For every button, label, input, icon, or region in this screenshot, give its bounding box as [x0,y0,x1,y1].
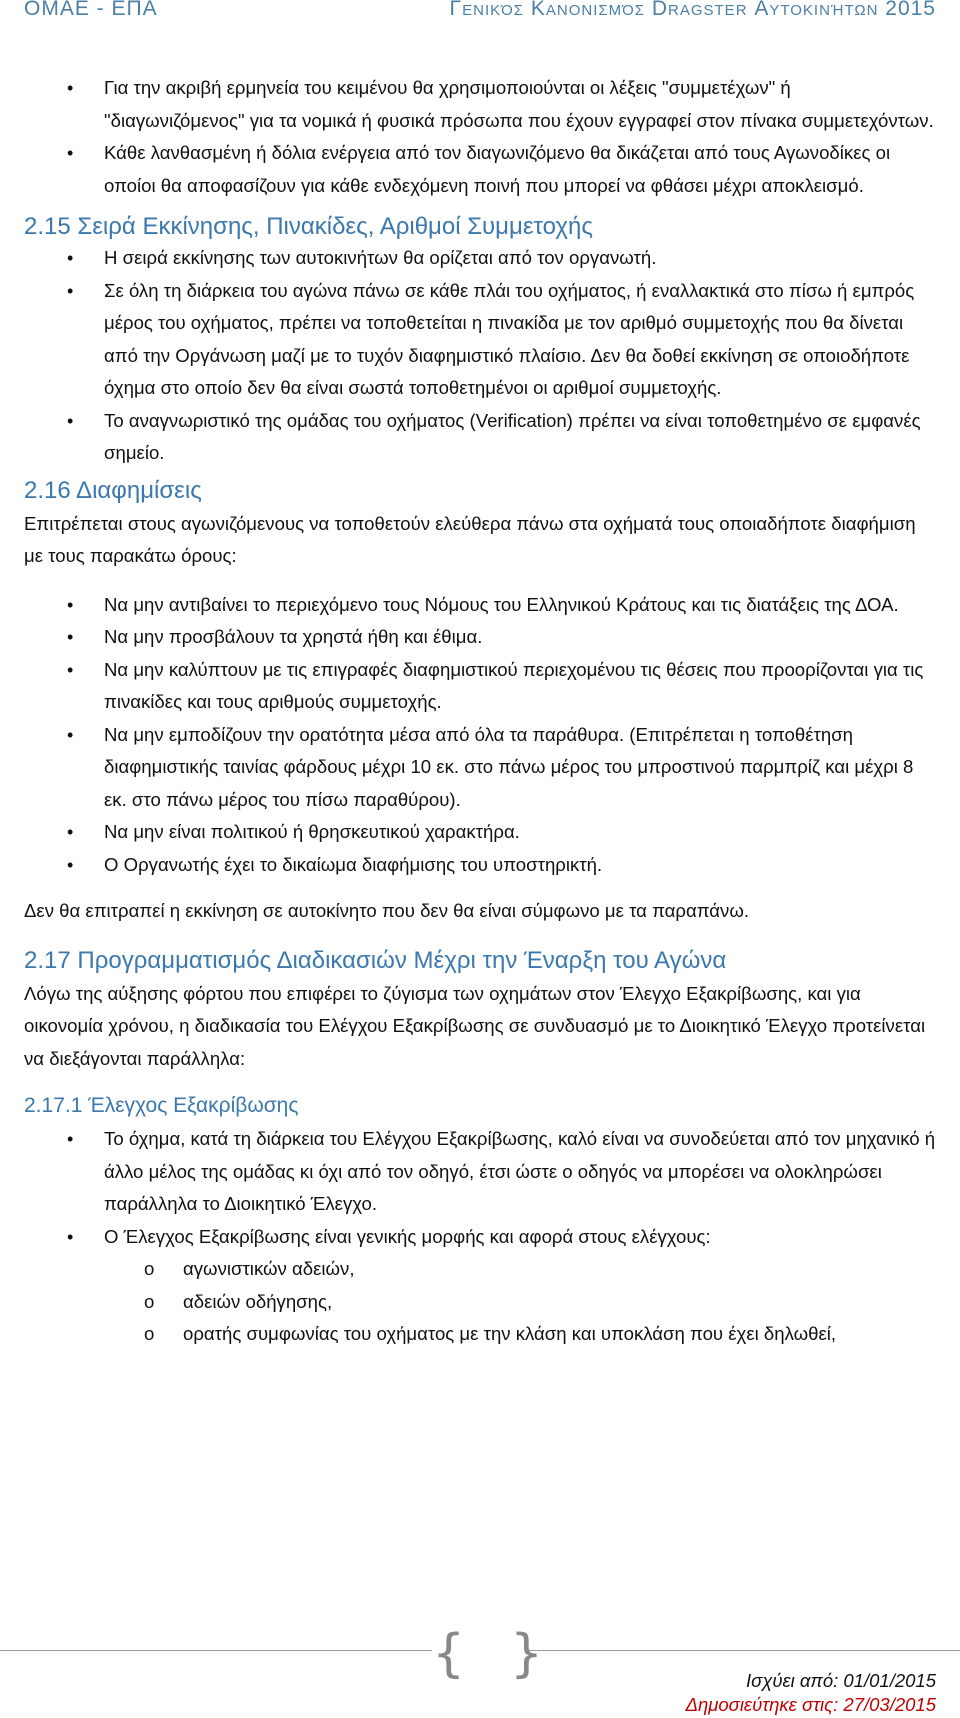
brace-left-icon: { [432,1624,466,1684]
bullet-icon: • [67,854,74,875]
list-item: • Το αναγνωριστικό της ομάδας του οχήματος (Verification) πρέπει να είναι τοποθετημένο σε εμφανές σημείο. [24,405,936,470]
bullet-icon: • [67,594,74,615]
section-heading-2-15: 2.15 Σειρά Εκκίνησης, Πινακίδες, Αριθμοί Συμμετοχής [24,213,593,240]
brace-right-icon: } [510,1624,544,1684]
bullet-icon: • [67,627,74,647]
sub-list-item: o αγωνιστικών αδειών, [24,1253,936,1286]
section-heading-2-17: 2.17 Προγραμματισμός Διαδικασιών Μέχρι την Έναρξη του Αγώνα [24,946,727,974]
bullet-icon: • [67,248,74,268]
section-2-16-intro: Επιτρέπεται στους αγωνιζόμενους να τοποθετούν ελεύθερα πάνω στα οχήματά τους οποιαδήποτε διαφήμιση με τους παρακάτω όρους: [24,512,916,566]
sub-list-item: o αδειών οδήγησης, [24,1286,936,1319]
list-item: • Ο Οργανωτής έχει το δικαίωμα διαφήμισης του υποστηρικτή. [24,849,936,882]
bullet-icon: • [67,1129,74,1149]
document-body [24,72,936,1351]
sub-bullet-icon: o [144,1258,155,1279]
bullet-icon: • [67,78,74,98]
list-item: • Να μην είναι πολιτικού ή θρησκευτικού χαρακτήρα. [24,816,936,849]
sub-bullet-icon: o [144,1323,155,1344]
bullet-icon: • [67,143,74,163]
bullet-icon: • [67,280,74,301]
list-item: • Η σειρά εκκίνησης των αυτοκινήτων θα ορίζεται από τον οργανωτή. [24,242,936,275]
header-doc-title: Γενικός Κανονισμός Dragster Αυτοκινήτων 2015 [449,0,936,20]
bullet-icon: • [67,659,74,680]
bullet-icon: • [67,1226,74,1247]
list-item: • Να μην εμποδίζουν την ορατότητα μέσα από όλα τα παράθυρα. (Επιτρέπεται η τοποθέτηση διαφημιστικής ταινίας φάρδους μέχρι 10 εκ. στο πάνω μέρος του μπροστινού παρμπρίζ και μέχρι 8 εκ. στο πάνω μέρος του πίσω παραθύρου). [24,719,936,817]
list-item: • Να μην αντιβαίνει το περιεχόμενο τους Νόμους του Ελληνικού Κράτους και τις διατάξεις της ΔΟΑ. [24,589,936,622]
section-heading-2-16: 2.16 Διαφημίσεις [24,476,202,504]
list-item: • Κάθε λανθασμένη ή δόλια ενέργεια από τον διαγωνιζόμενο θα δικάζεται από τους Αγωνοδίκες οι οποίοι θα αποφασίζουν για κάθε ενδεχόμενη ποινή που μπορεί να φθάσει μέχρι αποκλεισμό. [24,137,936,202]
header-org: ΟΜΑΕ - ΕΠΑ [24,0,158,20]
bullet-icon: • [67,724,74,745]
valid-from: Ισχύει από: 01/01/2015 [745,1670,936,1691]
published-date: Δημοσιεύτηκε στις: 27/03/2015 [685,1694,936,1715]
list-item: • Το όχημα, κατά τη διάρκεια του Ελέγχου Εξακρίβωσης, καλό είναι να συνοδεύεται από τον μηχανικό ή άλλο μέλος της ομάδας κι όχι από τον οδηγό, έτσι ώστε ο οδηγός να μπορέσει να ολοκληρώσει παράλληλα το Διοικητικό Έλεγχο. [24,1123,936,1221]
list-item: • Ο Έλεγχος Εξακρίβωσης είναι γενικής μορφής και αφορά στους ελέγχους: o αγωνιστικών αδειών, o αδειών οδήγησης, o ορατής συμφωνίας του οχήματος με την κλάση και υποκλάση που έχει δηλωθεί, [24,1221,936,1351]
list-item: • Σε όλη τη διάρκεια του αγώνα πάνω σε κάθε πλάι του οχήματος, ή εναλλακτικά στο πίσω ή εμπρός μέρος του οχήματος, πρέπει να τοποθετείται η πινακίδα με τον αριθμό συμμετοχής που θα δίνεται από την Οργάνωση μαζί με το τυχόν διαφημιστικό πλαίσιο. Δεν θα δοθεί εκκίνηση σε οποιοδήποτε όχημα στο οποίο δεν θα είναι σωστά τοποθετημένοι οι αριθμοί συμμετοχής. [24,275,936,405]
bullet-icon: • [67,410,74,431]
sub-list [104,1253,936,1351]
page-header [0,0,960,24]
intro-bullets [24,72,936,202]
bullet-icon: • [67,822,74,842]
list-item: • Να μην προσβάλουν τα χρηστά ήθη και έθιμα. [24,621,936,654]
sub-bullet-icon: o [144,1290,155,1312]
section-2-15-bullets [24,242,936,470]
list-item: • Να μην καλύπτουν με τις επιγραφές διαφημιστικού περιεχομένου τις θέσεις που προορίζονται για τις πινακίδες και τους αριθμούς συμμετοχής. [24,654,936,719]
section-2-16-closing: Δεν θα επιτραπεί η εκκίνηση σε αυτοκίνητο που δεν θα είναι σύμφωνο με τα παραπάνω. [24,900,750,921]
sub-list-item: o ορατής συμφωνίας του οχήματος με την κλάση και υποκλάση που έχει δηλωθεί, [24,1318,936,1351]
section-2-16-bullets [24,589,936,882]
footer-rule-right [529,1650,960,1651]
section-2-17-1-bullets [24,1123,936,1351]
section-2-17-intro: Λόγω της αύξησης φόρτου που επιφέρει το ζύγισμα των οχημάτων στον Έλεγχο Εξακρίβωσης, και για οικονομία χρόνου, η διαδικασία του Ελέγχου Εξακρίβωσης σε συνδυασμό με το Διοικητικό Έλεγχο προτείνεται να διεξάγονται παράλληλα: [24,982,926,1069]
list-item: • Για την ακριβή ερμηνεία του κειμένου θα χρησιμοποιούνται οι λέξεις "συμμετέχων" ή "διαγωνιζόμενος" για τα νομικά ή φυσικά πρόσωπα που έχουν εγγραφεί στον πίνακα συμμετεχόντων. [24,72,936,137]
section-heading-2-17-1: 2.17.1 Έλεγχος Εξακρίβωσης [24,1094,299,1117]
footer-rule-left [0,1650,432,1651]
